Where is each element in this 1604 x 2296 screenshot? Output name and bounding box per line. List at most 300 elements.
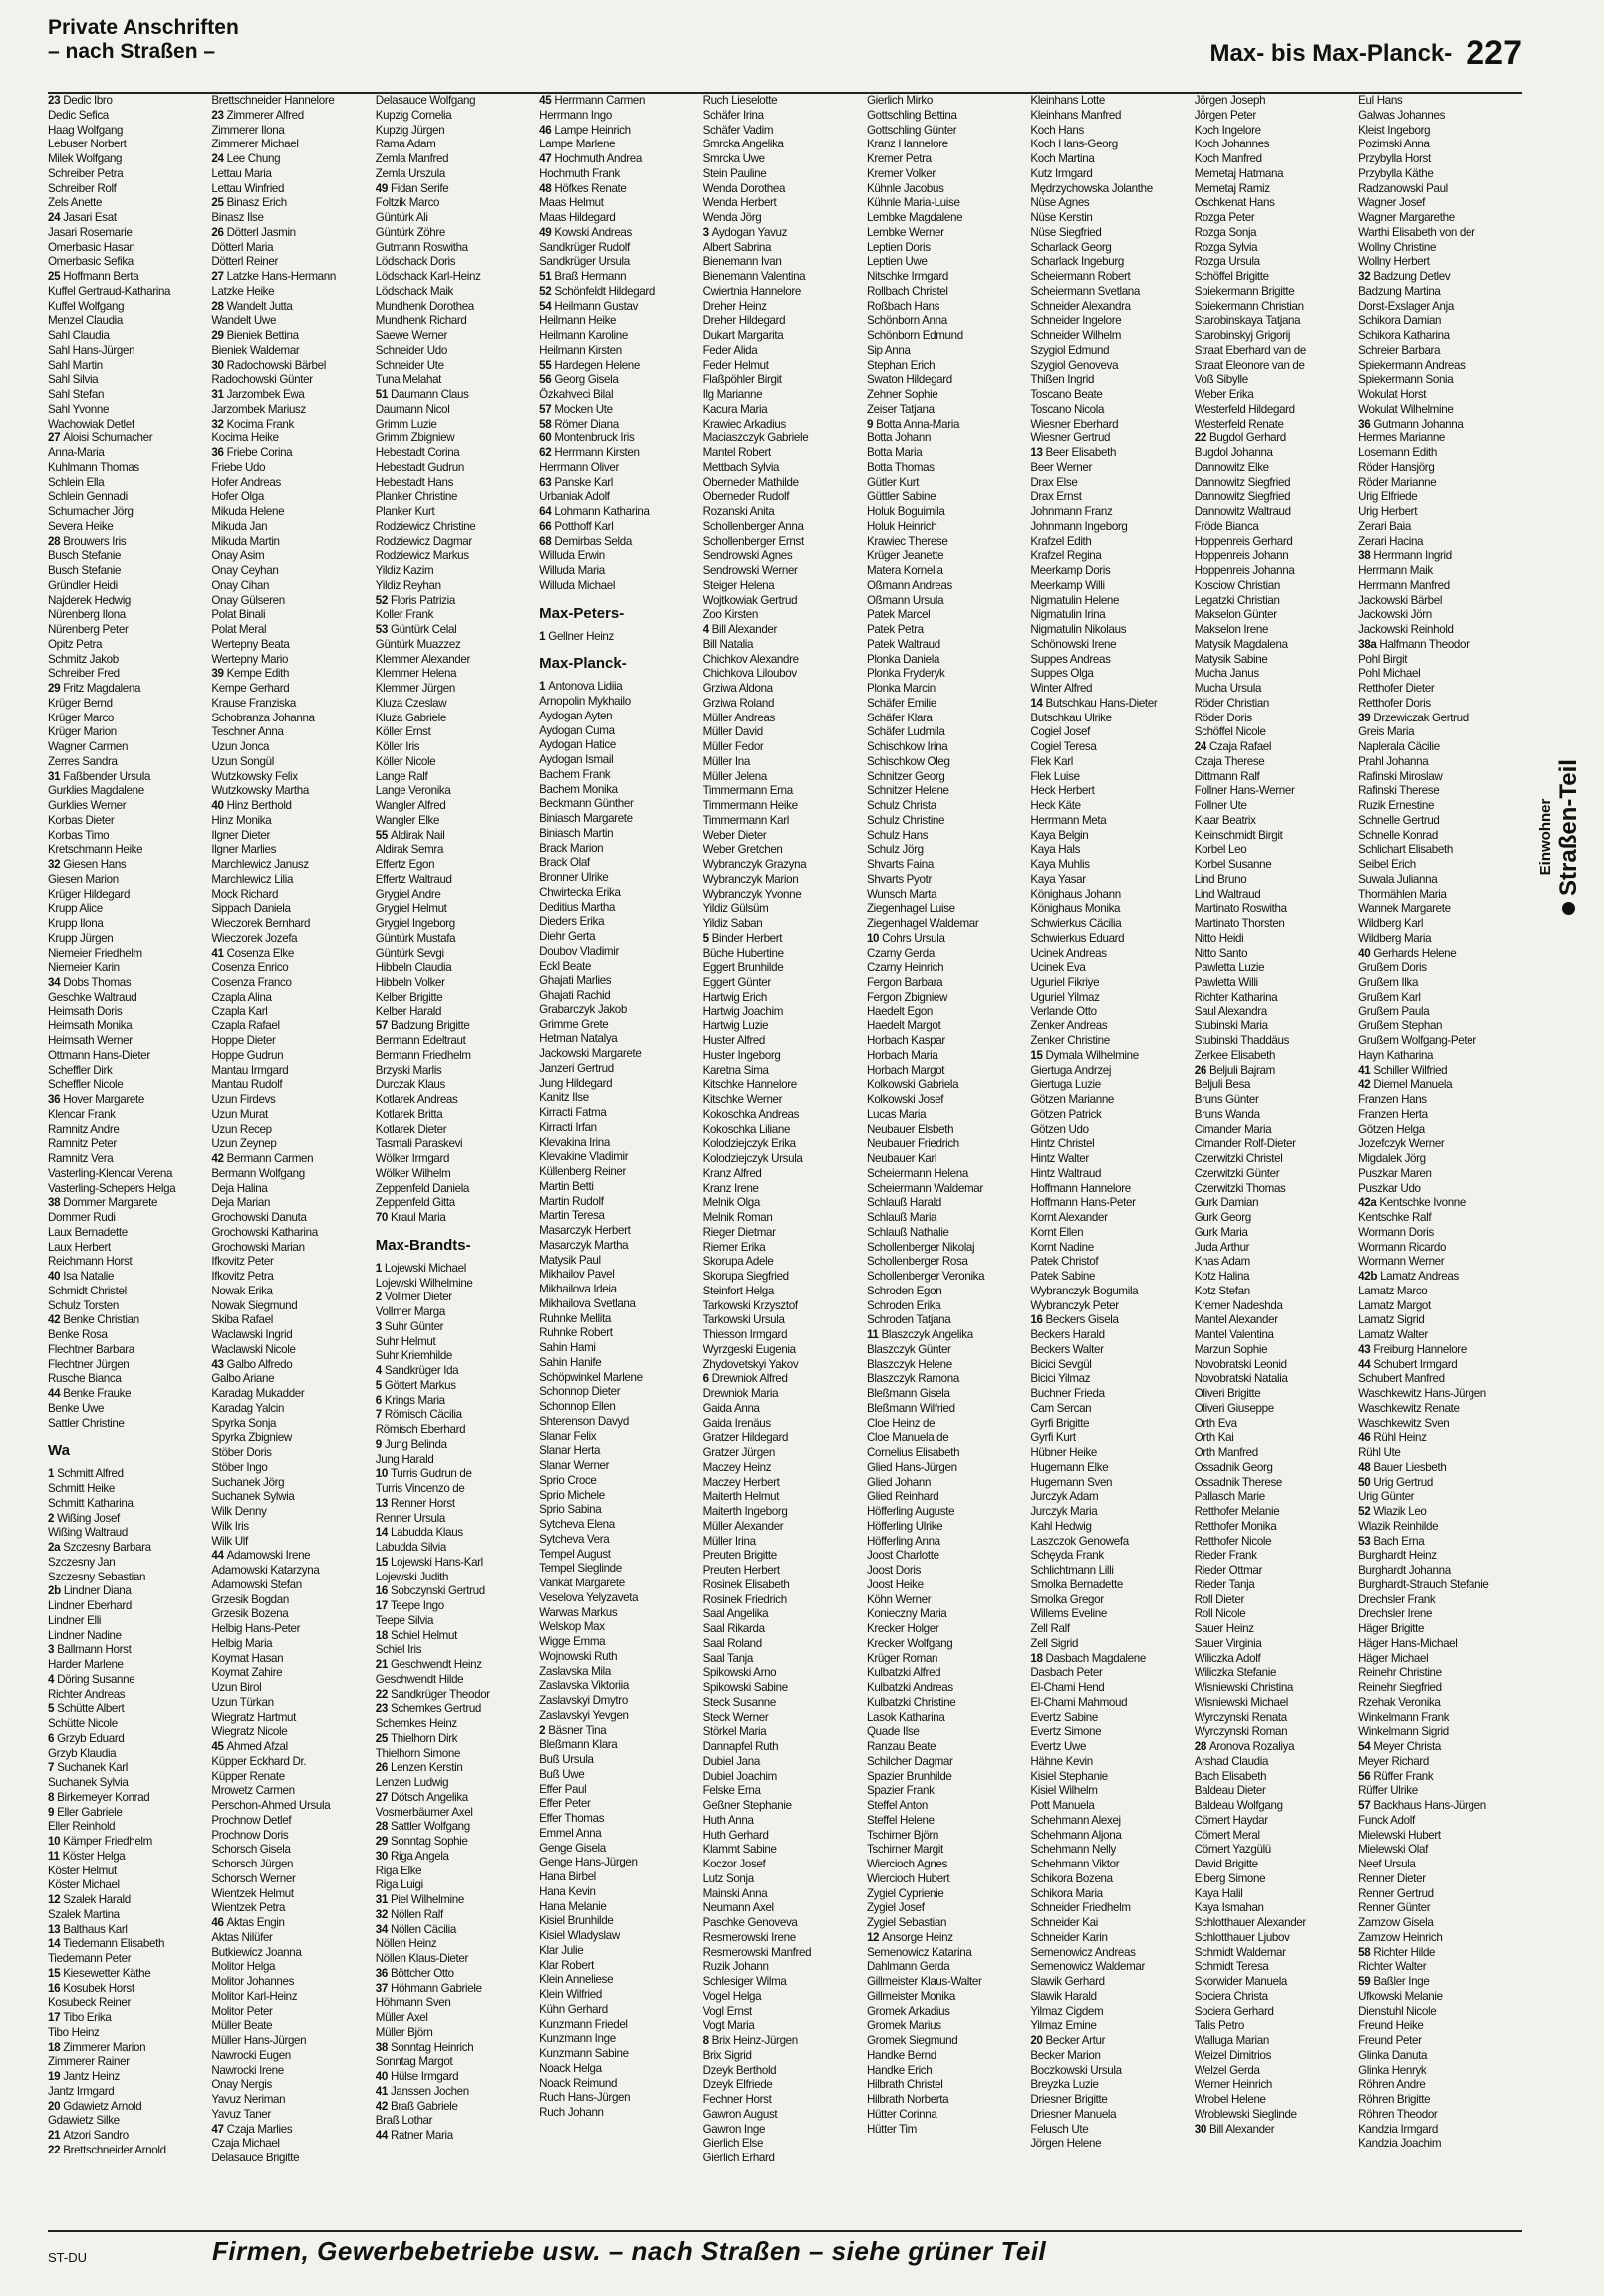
- resident-entry: [376, 549, 539, 564]
- resident-name: Cwiertnia Hannelore: [702, 284, 801, 298]
- resident-entry: [539, 2018, 702, 2033]
- resident-name: Kotz Halina: [1194, 1270, 1250, 1283]
- resident-name: Effer Peter: [539, 1797, 591, 1811]
- resident-entry: [48, 1196, 211, 1211]
- resident-entry: [1195, 1843, 1358, 1858]
- resident-name: Hintz Christel: [1030, 1137, 1095, 1151]
- resident-entry: [376, 1688, 539, 1703]
- resident-name: Jörgen Helene: [1030, 2137, 1102, 2151]
- resident-entry: [867, 2108, 1030, 2123]
- resident-entry: [48, 300, 211, 315]
- resident-name: Wangler Elke: [375, 813, 440, 827]
- resident-entry: [539, 1709, 702, 1724]
- resident-entry: [48, 1835, 211, 1850]
- resident-name: Szczesny Barbara: [63, 1541, 151, 1554]
- resident-entry: [539, 989, 702, 1004]
- resident-entry: [211, 799, 375, 814]
- resident-entry: [1358, 1417, 1521, 1432]
- resident-name: Mucha Ursula: [1194, 682, 1262, 695]
- resident-entry: [1030, 1078, 1194, 1093]
- resident-name: Göttert Markus: [384, 1378, 456, 1392]
- resident-entry: [211, 579, 375, 594]
- resident-entry: [1195, 1299, 1358, 1314]
- resident-name: Schikora Damian: [1358, 314, 1442, 328]
- resident-name: Floris Patrizia: [390, 593, 455, 607]
- resident-name: Rieder Tanja: [1194, 1578, 1255, 1591]
- resident-entry: [703, 608, 867, 623]
- resident-name: Sytcheva Elena: [539, 1518, 615, 1531]
- resident-entry: [703, 359, 867, 374]
- house-number: 31: [48, 769, 61, 783]
- resident-entry: [376, 1835, 539, 1850]
- resident-entry: [1358, 1535, 1521, 1550]
- resident-entry: [539, 344, 702, 359]
- resident-name: Schmidt Christel: [48, 1284, 127, 1297]
- resident-entry: [376, 594, 539, 609]
- resident-name: Grußem Stephan: [1358, 1019, 1443, 1033]
- resident-name: Neubauer Karl: [866, 1152, 937, 1165]
- resident-name: Welzel Gerda: [1194, 2063, 1260, 2077]
- resident-entry: [376, 1599, 539, 1614]
- house-number: 16: [1030, 1313, 1043, 1327]
- resident-name: Szczesny Sebastian: [48, 1570, 146, 1583]
- resident-name: Sociera Gerhard: [1194, 2004, 1274, 2018]
- resident-entry: [867, 1285, 1030, 1299]
- resident-name: Jantz Irmgard: [48, 2084, 115, 2098]
- resident-entry: [1030, 2093, 1194, 2108]
- resident-entry: [48, 1952, 211, 1967]
- resident-entry: [539, 1004, 702, 1018]
- resident-name: Glinka Danuta: [1358, 2048, 1428, 2062]
- resident-entry: [1358, 843, 1521, 858]
- resident-name: Gütler Kurt: [866, 475, 920, 489]
- resident-entry: [376, 1497, 539, 1512]
- resident-name: Rodziewicz Dagmar: [375, 534, 472, 548]
- resident-name: Nürenberg Ilona: [48, 608, 126, 622]
- resident-name: Braß Hermann: [554, 270, 627, 283]
- resident-entry: [867, 1607, 1030, 1622]
- resident-entry: [867, 1402, 1030, 1417]
- house-number: 44: [48, 1387, 61, 1400]
- resident-entry: [1195, 1622, 1358, 1637]
- resident-name: Schlauß Maria: [866, 1211, 937, 1224]
- resident-name: Kotlarek Dieter: [375, 1122, 447, 1136]
- resident-name: Preuten Brigitte: [702, 1549, 777, 1563]
- house-number: 23: [375, 1702, 388, 1716]
- resident-entry: [1030, 2034, 1194, 2049]
- resident-name: Schäfer Emilie: [866, 696, 936, 710]
- resident-entry: [539, 226, 702, 241]
- resident-name: Montenbruck Iris: [554, 431, 635, 445]
- resident-name: Ucinek Eva: [1030, 961, 1086, 975]
- resident-entry: [539, 1444, 702, 1459]
- resident-entry: [48, 1791, 211, 1806]
- resident-entry: [867, 1476, 1030, 1491]
- resident-name: Römer Diana: [554, 417, 619, 430]
- resident-name: Molitor Peter: [211, 2004, 273, 2018]
- resident-entry: [1030, 947, 1194, 962]
- resident-entry: [211, 138, 375, 152]
- resident-name: Wagner Josef: [1358, 196, 1426, 210]
- resident-name: Brettschneider Arnold: [63, 2143, 166, 2156]
- resident-entry: [211, 976, 375, 991]
- resident-entry: [48, 755, 211, 770]
- directory-column: [1030, 94, 1194, 2226]
- resident-name: Klein Wilfried: [539, 1988, 602, 2001]
- resident-name: Thißen Ingrid: [1030, 373, 1095, 387]
- resident-entry: [1030, 697, 1194, 712]
- resident-entry: [211, 476, 375, 491]
- resident-entry: [1195, 344, 1358, 359]
- resident-name: Hebestadt Corina: [375, 446, 460, 459]
- resident-entry: [48, 1108, 211, 1123]
- resident-entry: [539, 1929, 702, 1944]
- directory-columns: [48, 94, 1522, 2226]
- resident-entry: [211, 1313, 375, 1328]
- resident-name: Nürenberg Peter: [48, 623, 129, 636]
- house-number: 41: [211, 946, 224, 960]
- resident-name: Kremer Petra: [866, 152, 932, 165]
- resident-entry: [867, 653, 1030, 668]
- resident-name: Hintz Walter: [1030, 1152, 1089, 1165]
- resident-entry: [539, 842, 702, 857]
- resident-entry: [703, 1843, 867, 1858]
- resident-name: Mikhailov Pavel: [539, 1268, 615, 1282]
- resident-name: Vogel Helga: [702, 1989, 762, 2003]
- resident-entry: [703, 902, 867, 917]
- resident-entry: [703, 1299, 867, 1314]
- resident-entry: [1030, 255, 1194, 270]
- resident-name: Dommer Rudi: [48, 1211, 116, 1224]
- resident-name: Czaja Rafael: [1208, 740, 1272, 753]
- resident-name: Zaslavska Mila: [539, 1664, 611, 1678]
- resident-entry: [1195, 211, 1358, 226]
- resident-name: Werner Heinrich: [1194, 2078, 1273, 2092]
- resident-name: Suhr Kriemhilde: [375, 1349, 453, 1363]
- resident-name: Kaya Muhlis: [1030, 858, 1090, 871]
- resident-entry: [376, 2070, 539, 2085]
- resident-entry: [1030, 653, 1194, 668]
- resident-name: Korbas Timo: [48, 828, 110, 842]
- resident-entry: [211, 814, 375, 829]
- resident-entry: [211, 1960, 375, 1975]
- resident-name: Chichkova Liloubov: [702, 667, 797, 681]
- resident-entry: [703, 1270, 867, 1285]
- resident-name: Radochowski Günter: [211, 373, 313, 387]
- resident-entry: [211, 1476, 375, 1491]
- resident-entry: [211, 1064, 375, 1079]
- resident-entry: [1030, 182, 1194, 197]
- resident-entry: [703, 1490, 867, 1505]
- resident-entry: [1358, 1740, 1521, 1755]
- house-number: 39: [211, 667, 224, 681]
- resident-name: Kämper Friedhelm: [63, 1835, 152, 1848]
- resident-entry: [376, 976, 539, 991]
- resident-entry: [703, 1858, 867, 1872]
- resident-entry: [376, 1556, 539, 1571]
- house-number: 16: [375, 1584, 388, 1598]
- resident-name: Makselon Günter: [1194, 608, 1277, 622]
- resident-entry: [539, 1254, 702, 1269]
- house-number: 28: [1194, 1740, 1206, 1753]
- resident-name: Daumann Claus: [390, 388, 469, 401]
- resident-entry: [703, 564, 867, 579]
- resident-entry: [376, 403, 539, 418]
- resident-name: Baldeau Dieter: [1194, 1784, 1266, 1798]
- resident-entry: [703, 431, 867, 446]
- resident-entry: [703, 1402, 867, 1417]
- resident-name: Geschwendt Heinz: [390, 1658, 482, 1671]
- resident-entry: [211, 285, 375, 300]
- resident-name: Röhren Brigitte: [1358, 2093, 1431, 2106]
- resident-name: Sahin Hami: [539, 1341, 596, 1354]
- resident-name: Cloe Heinz de: [866, 1416, 936, 1430]
- resident-name: Slanar Werner: [539, 1459, 610, 1472]
- resident-name: Follner Hans-Werner: [1194, 784, 1295, 798]
- house-number: 46: [539, 123, 552, 137]
- street-heading: Wa: [48, 1442, 70, 1460]
- resident-name: Gaida Anna: [702, 1401, 760, 1415]
- resident-entry: [1195, 314, 1358, 329]
- resident-name: Aydogan Hatice: [539, 738, 616, 752]
- resident-name: Urig Elfriede: [1358, 490, 1418, 504]
- resident-name: Hayn Katharina: [1358, 1048, 1434, 1062]
- resident-entry: [376, 1291, 539, 1305]
- resident-name: Kentschke Ralf: [1358, 1211, 1432, 1224]
- resident-entry: [48, 667, 211, 682]
- resident-name: Orth Eva: [1194, 1416, 1237, 1430]
- resident-entry: [1358, 1607, 1521, 1622]
- resident-name: El-Chami Hend: [1030, 1681, 1105, 1694]
- resident-name: Kocima Frank: [226, 417, 294, 430]
- resident-name: Ziegenhagel Waldemar: [866, 917, 979, 930]
- resident-entry: [867, 667, 1030, 682]
- resident-entry: [1195, 1814, 1358, 1829]
- resident-entry: [1195, 1049, 1358, 1064]
- resident-name: Prochnow Detlef: [211, 1813, 292, 1827]
- resident-entry: [211, 1975, 375, 1990]
- resident-name: Nitto Heidi: [1194, 931, 1244, 945]
- resident-name: Rozga Ursula: [1194, 255, 1260, 269]
- resident-name: Fröde Bianca: [1194, 519, 1259, 533]
- resident-name: Suchanek Sylvia: [48, 1776, 129, 1789]
- resident-entry: [376, 725, 539, 740]
- resident-entry: [1030, 403, 1194, 418]
- resident-entry: [211, 608, 375, 623]
- resident-entry: [539, 1900, 702, 1915]
- resident-name: Lampe Heinrich: [554, 123, 631, 137]
- house-number: 29: [48, 682, 61, 695]
- resident-entry: [48, 152, 211, 167]
- resident-entry: [48, 961, 211, 976]
- resident-name: Benke Uwe: [48, 1401, 105, 1415]
- resident-name: Harder Marlene: [48, 1658, 124, 1671]
- resident-entry: [1030, 1167, 1194, 1182]
- resident-entry: [1030, 1313, 1194, 1328]
- resident-entry: [211, 829, 375, 844]
- resident-name: Przybylla Käthe: [1358, 166, 1434, 180]
- resident-entry: [48, 2055, 211, 2070]
- resident-name: Hoppe Dieter: [211, 1034, 276, 1047]
- resident-entry: [703, 1255, 867, 1270]
- resident-entry: [1030, 1872, 1194, 1887]
- house-number: 39: [1358, 711, 1371, 724]
- street-heading: Max-Planck-: [539, 655, 627, 673]
- resident-entry: [703, 1152, 867, 1167]
- resident-entry: [48, 1614, 211, 1629]
- resident-entry: [703, 2019, 867, 2034]
- resident-entry: [1358, 1226, 1521, 1241]
- resident-entry: [376, 344, 539, 359]
- resident-name: Saal Tanja: [702, 1651, 753, 1665]
- resident-name: Wyrzgeski Eugenia: [702, 1342, 796, 1356]
- resident-name: Kulbatzki Christine: [866, 1695, 956, 1709]
- resident-name: Gellner Heinz: [548, 629, 614, 643]
- resident-entry: [211, 653, 375, 668]
- resident-entry: [703, 285, 867, 300]
- resident-name: Schlein Gennadi: [48, 490, 128, 504]
- resident-name: Dubiel Jana: [702, 1754, 760, 1768]
- resident-name: Klencar Frank: [48, 1107, 116, 1121]
- resident-name: Vollmer Marga: [375, 1305, 445, 1318]
- resident-name: Grziwa Roland: [702, 696, 775, 710]
- resident-entry: [376, 740, 539, 755]
- resident-name: Freund Heike: [1358, 2019, 1424, 2033]
- resident-entry: [211, 1446, 375, 1461]
- resident-name: Naplerala Cäcilie: [1358, 740, 1440, 753]
- resident-entry: [1358, 1799, 1521, 1814]
- resident-entry: [376, 461, 539, 476]
- resident-name: Kempe Gerhard: [211, 682, 290, 695]
- resident-entry: [1358, 1152, 1521, 1167]
- resident-entry: [211, 446, 375, 461]
- resident-name: Ramnitz Vera: [48, 1152, 114, 1165]
- resident-name: Kuffel Wolfgang: [48, 299, 125, 313]
- resident-entry: [867, 1931, 1030, 1946]
- resident-name: Sandkrüger Ursula: [539, 255, 630, 269]
- resident-entry: [539, 359, 702, 374]
- resident-entry: [703, 1372, 867, 1387]
- resident-entry: [211, 1564, 375, 1578]
- resident-name: Najderek Hedwig: [48, 593, 132, 607]
- resident-name: Bachem Monika: [539, 782, 618, 796]
- resident-name: Pott Manuela: [1030, 1799, 1095, 1812]
- resident-name: Czapla Rafael: [211, 1019, 280, 1033]
- resident-entry: [211, 167, 375, 182]
- house-number: 23: [211, 108, 224, 122]
- resident-entry: [1358, 2123, 1521, 2138]
- resident-name: Bill Alexander: [711, 623, 778, 636]
- resident-name: Adamowski Stefan: [211, 1578, 302, 1591]
- resident-entry: [376, 124, 539, 139]
- resident-entry: [376, 873, 539, 888]
- resident-name: Oliveri Brigitte: [1194, 1387, 1261, 1400]
- resident-name: Freund Peter: [1358, 2034, 1422, 2047]
- resident-entry: [867, 873, 1030, 888]
- resident-entry: [376, 1908, 539, 1923]
- resident-entry: [48, 697, 211, 712]
- resident-entry: [211, 2005, 375, 2020]
- resident-name: Kaya Hals: [1030, 843, 1081, 857]
- resident-entry: [1195, 608, 1358, 623]
- resident-name: Schulz Christine: [866, 813, 945, 827]
- resident-name: Röder Christian: [1194, 696, 1270, 710]
- resident-name: Haag Wolfgang: [48, 123, 124, 137]
- resident-entry: [211, 461, 375, 476]
- resident-entry: [539, 1195, 702, 1210]
- resident-entry: [539, 1959, 702, 1974]
- resident-name: Steinfort Helga: [702, 1284, 775, 1297]
- resident-entry: [703, 1241, 867, 1256]
- resident-entry: [376, 2114, 539, 2129]
- resident-name: Stephan Erich: [866, 358, 936, 372]
- resident-name: Huster Alfred: [702, 1034, 766, 1047]
- resident-name: Skorupa Siegfried: [702, 1270, 789, 1283]
- resident-entry: [48, 1019, 211, 1034]
- resident-entry: [867, 270, 1030, 285]
- page-footer: [48, 2236, 1522, 2276]
- resident-entry: [703, 520, 867, 535]
- house-number: 34: [48, 976, 61, 989]
- resident-entry: [376, 1791, 539, 1806]
- resident-entry: [376, 1305, 539, 1320]
- footer-code: ST-DU: [48, 2250, 87, 2265]
- resident-name: Oberneder Mathilde: [702, 475, 799, 489]
- resident-name: Feder Helmut: [702, 358, 769, 372]
- resident-name: Krafzel Edith: [1030, 534, 1092, 548]
- resident-entry: [1030, 917, 1194, 932]
- resident-name: Störkel Maria: [702, 1725, 767, 1739]
- resident-name: Novobratski Leonid: [1194, 1357, 1287, 1371]
- resident-entry: [703, 138, 867, 152]
- resident-entry: [48, 2085, 211, 2100]
- resident-entry: [539, 738, 702, 753]
- resident-name: Bleßmann Wilfried: [866, 1401, 955, 1415]
- resident-entry: [1358, 1299, 1521, 1314]
- resident-name: Hebestadt Gudrun: [375, 460, 464, 474]
- resident-entry: [703, 1093, 867, 1108]
- resident-name: Schlichart Elisabeth: [1358, 843, 1453, 857]
- house-number: 54: [1358, 1740, 1371, 1753]
- resident-entry: [1358, 1078, 1521, 1093]
- resident-entry: [1030, 1725, 1194, 1740]
- resident-name: Maiterth Helmut: [702, 1490, 780, 1504]
- resident-name: Ossadnik Georg: [1194, 1460, 1273, 1474]
- resident-entry: [1358, 829, 1521, 844]
- resident-entry: [703, 94, 867, 109]
- resident-entry: [1030, 285, 1194, 300]
- house-number: 25: [375, 1731, 388, 1745]
- resident-entry: [539, 1062, 702, 1077]
- resident-entry: [867, 1093, 1030, 1108]
- resident-entry: [48, 1878, 211, 1893]
- resident-name: Nigmatulin Helene: [1030, 593, 1120, 607]
- resident-entry: [1030, 2108, 1194, 2123]
- resident-entry: [376, 1952, 539, 1967]
- resident-name: Ziegenhagel Luise: [866, 902, 955, 916]
- resident-entry: [211, 1725, 375, 1740]
- resident-name: Saul Alexandra: [1194, 1004, 1267, 1018]
- resident-entry: [1358, 1137, 1521, 1152]
- resident-name: Lamatz Sigrid: [1358, 1313, 1425, 1327]
- house-number: 2: [375, 1291, 382, 1304]
- resident-entry: [376, 814, 539, 829]
- resident-entry: [539, 856, 702, 871]
- resident-entry: [1358, 1814, 1521, 1829]
- resident-entry: [48, 1211, 211, 1226]
- resident-name: Hartwig Joachim: [702, 1004, 784, 1018]
- resident-entry: [703, 1931, 867, 1946]
